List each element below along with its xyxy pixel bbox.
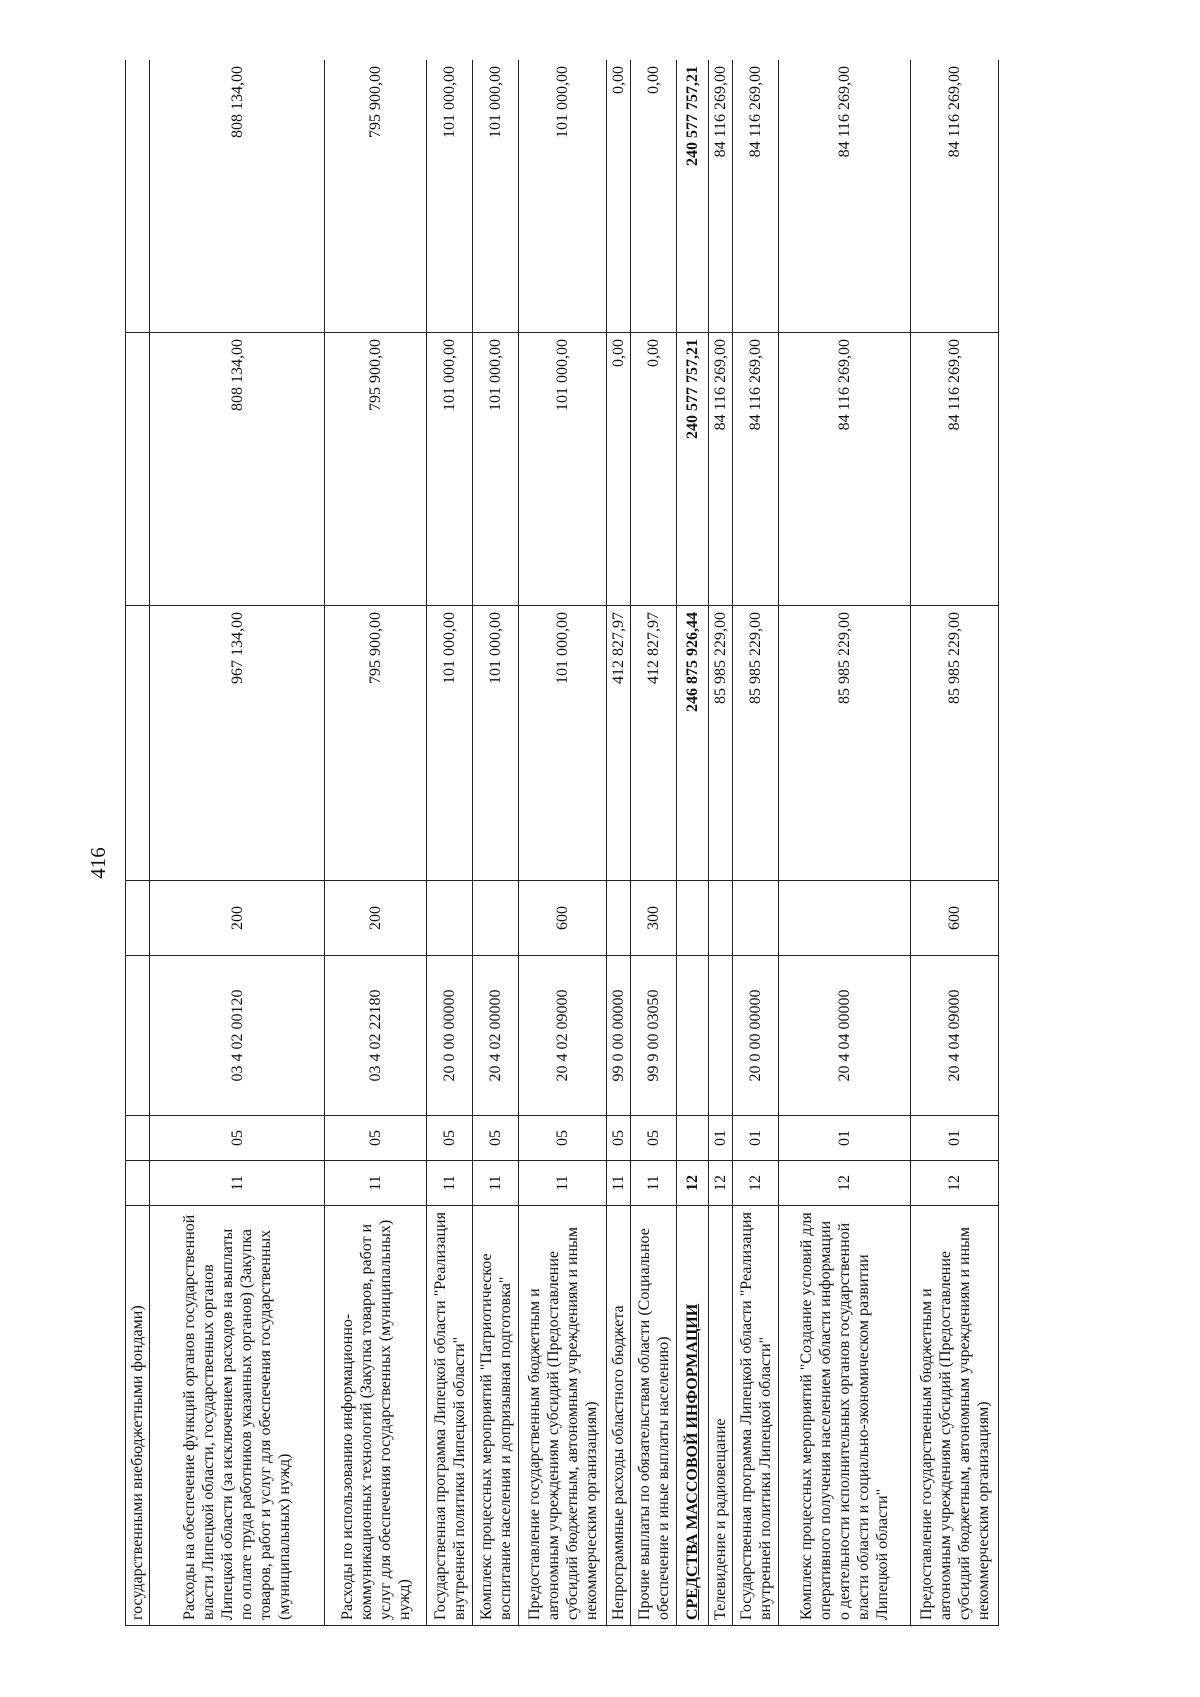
cell-vr: 600 [911, 881, 999, 956]
cell-rz: 05 [150, 1116, 325, 1161]
row-name: Расходы на обеспечение функций органов государственной власти Липецкой области, государственных органов Липецкой области (за исключением расходов на выплаты по оплате труда работников указанных органов) (Закупка товаров, работ и услуг для обеспечения государственных (муниципальных) нужд) [150, 1206, 325, 1626]
cell-sum-year2: 84 116 269,00 [709, 333, 733, 606]
cell-vr [709, 881, 733, 956]
cell-ved: 11 [150, 1161, 325, 1206]
cell-sum-year1: 85 985 229,00 [779, 606, 911, 881]
cell-csr: 20 4 04 00000 [779, 956, 911, 1116]
cell-csr: 20 4 02 00000 [473, 956, 519, 1116]
cell-sum-year2: 240 577 757,21 [677, 333, 709, 606]
cell-csr: 99 0 00 00000 [607, 956, 631, 1116]
cell-sum-year3: 795 900,00 [325, 60, 427, 333]
cell-csr [709, 956, 733, 1116]
cell-sum-year2: 0,00 [607, 333, 631, 606]
cell-rz [677, 1116, 709, 1161]
cell-rz: 01 [779, 1116, 911, 1161]
cell-ved: 11 [325, 1161, 427, 1206]
cell-sum-year3: 84 116 269,00 [709, 60, 733, 333]
row-name: Предоставление государственным бюджетным и автономным учреждениям субсидий (Предоставление субсидий бюджетным, автономным учреждениям и иным некоммерческим организациям) [911, 1206, 999, 1626]
cell-csr: 99 9 00 03050 [631, 956, 677, 1116]
cell-rz: 01 [911, 1116, 999, 1161]
row-name: СРЕДСТВА МАССОВОЙ ИНФОРМАЦИИ [677, 1206, 709, 1626]
cell-sum-year3: 808 134,00 [150, 60, 325, 333]
cell-sum-year2: 808 134,00 [150, 333, 325, 606]
table-row [607, 60, 631, 1626]
page-number: 416 [86, 847, 110, 879]
cell-sum-year1 [126, 606, 150, 881]
cell-rz: 05 [519, 1116, 607, 1161]
row-name: Прочие выплаты по обязательствам области (Социальное обеспечение и иные выплаты населению) [631, 1206, 677, 1626]
cell-ved: 11 [427, 1161, 473, 1206]
cell-rz: 05 [631, 1116, 677, 1161]
table-row [126, 60, 150, 1626]
cell-csr: 20 4 02 09000 [519, 956, 607, 1116]
cell-vr [677, 881, 709, 956]
cell-rz: 05 [325, 1116, 427, 1161]
table-row [911, 60, 999, 1626]
cell-sum-year3: 101 000,00 [473, 60, 519, 333]
row-name: государственными внебюджетными фондами) [126, 1206, 150, 1626]
row-name: Комплекс процессных мероприятий "Патриотическое воспитание населения и допризывная подготовка" [473, 1206, 519, 1626]
cell-vr [607, 881, 631, 956]
cell-vr [473, 881, 519, 956]
row-name: Телевидение и радиовещание [709, 1206, 733, 1626]
cell-sum-year3: 84 116 269,00 [733, 60, 779, 333]
cell-ved: 11 [607, 1161, 631, 1206]
cell-sum-year3: 84 116 269,00 [911, 60, 999, 333]
cell-sum-year3: 0,00 [607, 60, 631, 333]
cell-ved: 11 [631, 1161, 677, 1206]
cell-ved: 12 [709, 1161, 733, 1206]
cell-sum-year1: 85 985 229,00 [733, 606, 779, 881]
table-row [631, 60, 677, 1626]
cell-vr [779, 881, 911, 956]
cell-sum-year1: 412 827,97 [631, 606, 677, 881]
cell-rz: 05 [473, 1116, 519, 1161]
cell-sum-year2: 0,00 [631, 333, 677, 606]
cell-sum-year2: 101 000,00 [427, 333, 473, 606]
cell-csr: 03 4 02 22180 [325, 956, 427, 1116]
cell-ved [126, 1161, 150, 1206]
table-row [733, 60, 779, 1626]
cell-sum-year2: 795 900,00 [325, 333, 427, 606]
row-name: Расходы по использованию информационно-коммуникационных технологий (Закупка товаров, работ и услуг для обеспечения государственных (муниципальных) нужд) [325, 1206, 427, 1626]
cell-vr: 300 [631, 881, 677, 956]
table-row [709, 60, 733, 1626]
cell-ved: 12 [733, 1161, 779, 1206]
cell-sum-year3: 0,00 [631, 60, 677, 333]
cell-sum-year1: 101 000,00 [519, 606, 607, 881]
cell-vr [733, 881, 779, 956]
table-row [779, 60, 911, 1626]
table-row [473, 60, 519, 1626]
cell-csr [677, 956, 709, 1116]
row-name: Непрограммные расходы областного бюджета [607, 1206, 631, 1626]
cell-csr: 03 4 02 00120 [150, 956, 325, 1116]
cell-ved: 12 [779, 1161, 911, 1206]
cell-sum-year1: 246 875 926,44 [677, 606, 709, 881]
cell-sum-year1: 101 000,00 [427, 606, 473, 881]
table-row [677, 60, 709, 1626]
cell-rz [126, 1116, 150, 1161]
budget-table [125, 60, 999, 1626]
cell-sum-year1: 85 985 229,00 [709, 606, 733, 881]
cell-vr: 600 [519, 881, 607, 956]
cell-rz: 05 [427, 1116, 473, 1161]
cell-sum-year3: 101 000,00 [519, 60, 607, 333]
cell-csr: 20 0 00 00000 [733, 956, 779, 1116]
cell-sum-year2: 101 000,00 [473, 333, 519, 606]
cell-sum-year1: 412 827,97 [607, 606, 631, 881]
cell-rz: 01 [733, 1116, 779, 1161]
budget-table-region [125, 60, 1123, 1626]
cell-sum-year1: 85 985 229,00 [911, 606, 999, 881]
cell-sum-year1: 101 000,00 [473, 606, 519, 881]
cell-csr [126, 956, 150, 1116]
cell-sum-year1: 795 900,00 [325, 606, 427, 881]
cell-sum-year3 [126, 60, 150, 333]
cell-csr: 20 0 00 00000 [427, 956, 473, 1116]
cell-vr: 200 [150, 881, 325, 956]
cell-sum-year2: 101 000,00 [519, 333, 607, 606]
row-name: Комплекс процессных мероприятий "Создание условий для оперативного получения населением области информации о деятельности исполнительных органов государственной власти области и социально-экономическом развитии Липецкой области" [779, 1206, 911, 1626]
table-row [427, 60, 473, 1626]
cell-vr [427, 881, 473, 956]
cell-ved: 11 [519, 1161, 607, 1206]
cell-sum-year3: 240 577 757,21 [677, 60, 709, 333]
cell-sum-year2 [126, 333, 150, 606]
cell-rz: 01 [709, 1116, 733, 1161]
cell-sum-year1: 967 134,00 [150, 606, 325, 881]
table-row [519, 60, 607, 1626]
cell-sum-year3: 84 116 269,00 [779, 60, 911, 333]
cell-ved: 12 [677, 1161, 709, 1206]
cell-sum-year3: 101 000,00 [427, 60, 473, 333]
cell-sum-year2: 84 116 269,00 [911, 333, 999, 606]
cell-ved: 12 [911, 1161, 999, 1206]
table-row [150, 60, 325, 1626]
cell-sum-year2: 84 116 269,00 [733, 333, 779, 606]
cell-vr: 200 [325, 881, 427, 956]
cell-sum-year2: 84 116 269,00 [779, 333, 911, 606]
row-name: Государственная программа Липецкой области "Реализация внутренней политики Липецкой области" [427, 1206, 473, 1626]
cell-vr [126, 881, 150, 956]
row-name: Предоставление государственным бюджетным и автономным учреждениям субсидий (Предоставление субсидий бюджетным, автономным учреждениям и иным некоммерческим организациям) [519, 1206, 607, 1626]
table-row [325, 60, 427, 1626]
row-name: Государственная программа Липецкой области "Реализация внутренней политики Липецкой области" [733, 1206, 779, 1626]
cell-ved: 11 [473, 1161, 519, 1206]
cell-csr: 20 4 04 09000 [911, 956, 999, 1116]
cell-rz: 05 [607, 1116, 631, 1161]
